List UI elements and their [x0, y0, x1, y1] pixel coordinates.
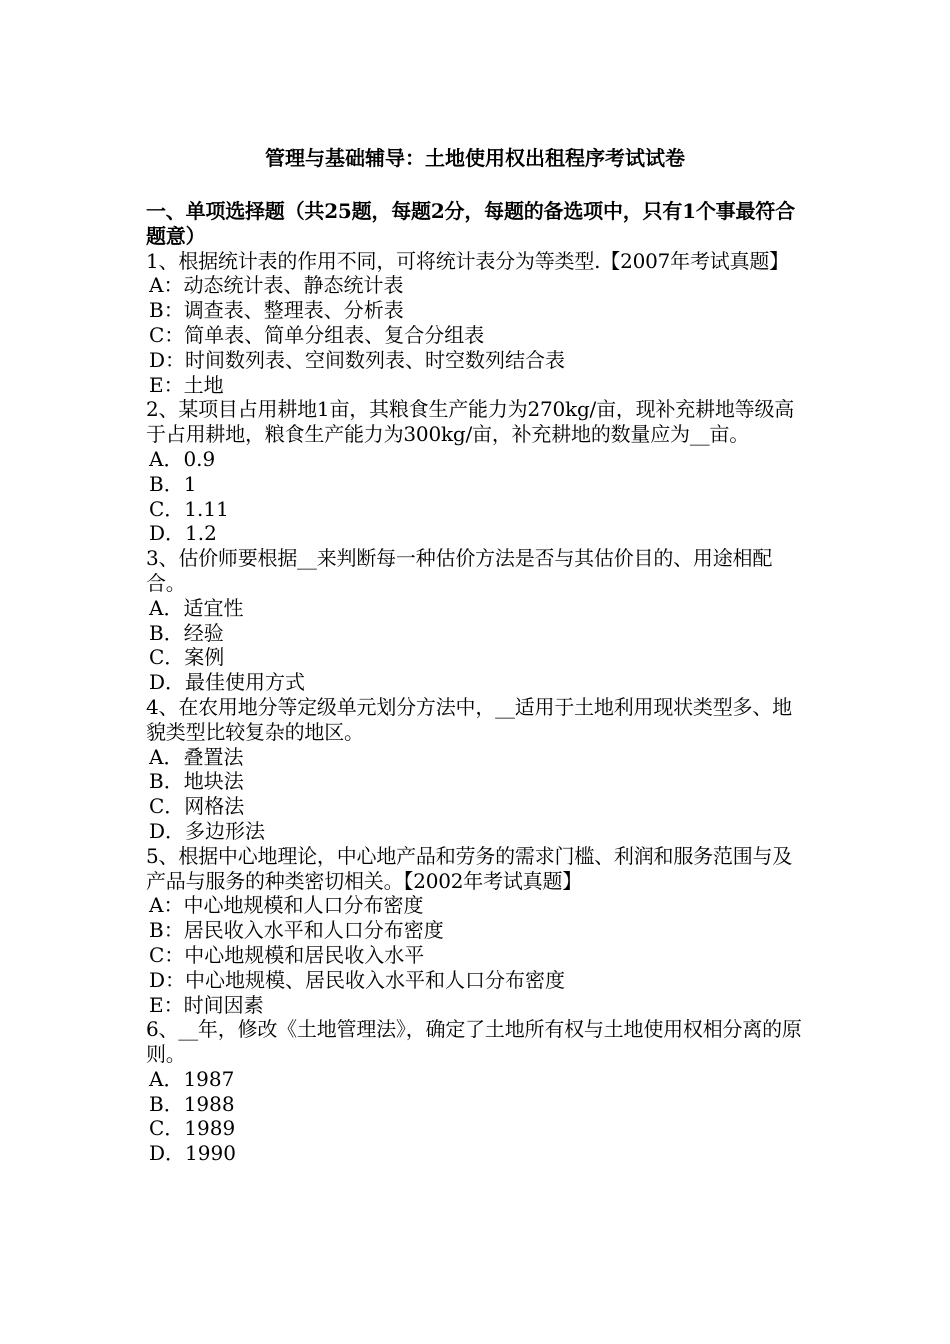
section-heading: 一、单项选择题（共25题，每题2分，每题的备选项中，只有1个事最符合题意）	[146, 199, 795, 248]
option-c: C．案例	[149, 645, 225, 670]
document-body	[146, 199, 810, 1166]
option-b: B．经验	[149, 620, 224, 645]
option-e: E：时间因素	[149, 992, 264, 1017]
question-5	[146, 844, 810, 1018]
option-a: A：动态统计表、静态统计表	[149, 273, 404, 298]
option-a: A．0.9	[149, 446, 216, 471]
question-4	[146, 695, 810, 844]
option-c: C：中心地规模和居民收入水平	[149, 942, 425, 967]
question-text: 6、__年，修改《土地管理法》，确定了土地所有权与土地使用权相分离的原则。	[146, 1017, 802, 1067]
question-text: 3、估价师要根据__来判断每一种估价方法是否与其估价目的、用途相配合。	[146, 546, 773, 595]
question-3	[146, 546, 810, 695]
question-text: 4、在农用地分等定级单元划分方法中，__适用于土地利用现状类型多、地貌类型比较复杂的地区。	[146, 694, 792, 744]
option-a: A．叠置法	[149, 744, 244, 769]
option-d: D．1990	[149, 1141, 236, 1166]
option-d: D．1.2	[149, 521, 217, 546]
option-c: C．1989	[149, 1116, 236, 1141]
option-d: D．多边形法	[149, 818, 266, 843]
option-c: C．1.11	[149, 496, 229, 521]
option-a: A．适宜性	[149, 595, 244, 620]
question-6	[146, 1017, 810, 1166]
option-b: B：调查表、整理表、分析表	[149, 298, 404, 323]
option-d: D．最佳使用方式	[149, 670, 306, 695]
option-a: A：中心地规模和人口分布密度	[149, 893, 424, 918]
option-a: A．1987	[149, 1066, 235, 1091]
document-title: 管理与基础辅导：土地使用权出租程序考试试卷	[265, 146, 685, 170]
question-text: 2、某项目占用耕地1亩，其粮食生产能力为270kg/亩，现补充耕地等级高于占用耕地，粮食生产能力为300kg/亩，补充耕地的数量应为__亩。	[146, 397, 795, 447]
option-b: B．1988	[149, 1091, 235, 1116]
option-d: D：中心地规模、居民收入水平和人口分布密度	[149, 967, 566, 992]
option-c: C：简单表、简单分组表、复合分组表	[149, 322, 485, 347]
option-b: B．1	[149, 471, 197, 496]
option-e: E：土地	[149, 372, 224, 397]
option-d: D：时间数列表、空间数列表、时空数列结合表	[149, 347, 566, 372]
question-1	[146, 249, 810, 398]
question-text: 5、根据中心地理论，中心地产品和劳务的需求门槛、利润和服务范围与及产品与服务的种类密切相关。【2002年考试真题】	[146, 843, 793, 893]
question-text: 1、根据统计表的作用不同，可将统计表分为等类型.【2007年考试真题】	[146, 248, 789, 273]
option-c: C．网格法	[149, 794, 245, 819]
option-b: B：居民收入水平和人口分布密度	[149, 918, 444, 943]
option-b: B．地块法	[149, 769, 244, 794]
question-2	[146, 397, 810, 546]
